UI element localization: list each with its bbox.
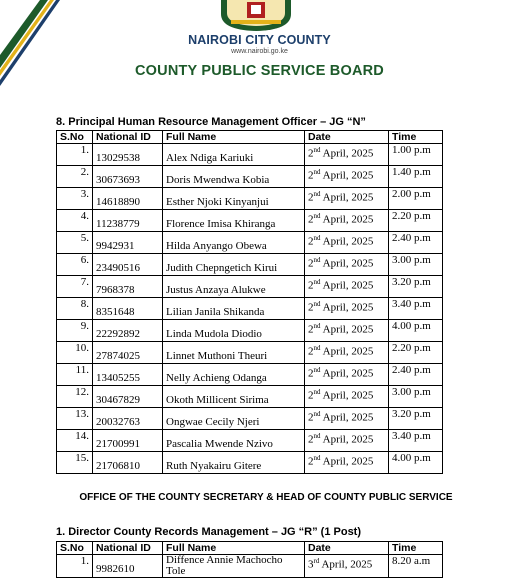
website-link[interactable]: www.nairobi.go.ke	[231, 48, 288, 55]
cell-date	[305, 298, 389, 320]
date-suffix: nd	[313, 168, 321, 176]
section-title-director-records: 1. Director County Records Management – JG “R” (1 Post)	[56, 526, 362, 538]
cell-full-name: Judith Chepngetich Kirui	[163, 254, 305, 276]
table-row	[57, 452, 443, 474]
table-row	[57, 430, 443, 452]
office-heading: OFFICE OF THE COUNTY SECRETARY & HEAD OF COUNTY PUBLIC SERVICE	[79, 492, 453, 503]
col-header-date: Date	[305, 131, 389, 144]
table-row	[57, 342, 443, 364]
cell-full-name: Lilian Janila Shikanda	[163, 298, 305, 320]
cell-national-id: 11238779	[93, 210, 163, 232]
date-rest: April, 2025	[320, 235, 374, 248]
table-row	[57, 166, 443, 188]
date-rest: April, 2025	[320, 411, 374, 424]
cell-date	[305, 342, 389, 364]
cell-time: 3.20 p.m	[389, 408, 443, 430]
date-day: 2	[308, 389, 314, 402]
date-rest: April, 2025	[320, 213, 374, 226]
cell-date	[305, 254, 389, 276]
date-suffix: nd	[313, 388, 321, 396]
date-rest: April, 2025	[320, 345, 374, 358]
cell-date	[305, 452, 389, 474]
date-rest: April, 2025	[320, 279, 374, 292]
date-day: 2	[308, 279, 314, 292]
cell-national-id: 21700991	[93, 430, 163, 452]
cell-date	[305, 276, 389, 298]
cell-sno: 15.	[57, 452, 93, 474]
cell-national-id: 22292892	[93, 320, 163, 342]
cell-national-id: 30467829	[93, 386, 163, 408]
col-header-full-name: Full Name	[163, 131, 305, 144]
cell-time: 4.00 p.m	[389, 320, 443, 342]
table-row	[57, 232, 443, 254]
date-suffix: nd	[313, 366, 321, 374]
board-name: COUNTY PUBLIC SERVICE BOARD	[135, 63, 384, 79]
cell-national-id: 13405255	[93, 364, 163, 386]
cell-time: 8.20 a.m	[389, 555, 443, 578]
cell-date	[305, 210, 389, 232]
cell-full-name: Hilda Anyango Obewa	[163, 232, 305, 254]
table-row	[57, 408, 443, 430]
cell-time: 4.00 p.m	[389, 452, 443, 474]
date-day: 2	[308, 345, 314, 358]
cell-sno: 2.	[57, 166, 93, 188]
table-row	[57, 276, 443, 298]
cell-time: 3.00 p.m	[389, 386, 443, 408]
candidates-table-principal-hr	[56, 130, 443, 474]
cell-full-name: Nelly Achieng Odanga	[163, 364, 305, 386]
table-row	[57, 254, 443, 276]
date-suffix: nd	[313, 212, 321, 220]
date-rest: April, 2025	[320, 367, 374, 380]
cell-national-id: 8351648	[93, 298, 163, 320]
table-row	[57, 210, 443, 232]
cell-sno: 5.	[57, 232, 93, 254]
table-row	[57, 188, 443, 210]
cell-time: 2.00 p.m	[389, 188, 443, 210]
cell-sno: 1.	[57, 555, 93, 578]
date-suffix: rd	[313, 557, 320, 565]
cell-full-name: Alex Ndiga Kariuki	[163, 144, 305, 166]
date-suffix: nd	[313, 300, 321, 308]
table-row	[57, 298, 443, 320]
cell-time: 2.40 p.m	[389, 364, 443, 386]
table-row	[57, 364, 443, 386]
cell-date	[305, 364, 389, 386]
col-header-national-id: National ID	[93, 542, 163, 555]
date-suffix: nd	[313, 146, 321, 154]
cell-full-name: Okoth Millicent Sirima	[163, 386, 305, 408]
cell-time: 1.00 p.m	[389, 144, 443, 166]
date-day: 2	[308, 213, 314, 226]
cell-national-id: 13029538	[93, 144, 163, 166]
cell-time: 3.40 p.m	[389, 430, 443, 452]
date-day: 3	[308, 558, 314, 571]
date-day: 2	[308, 191, 314, 204]
date-day: 2	[308, 433, 314, 446]
table-row	[57, 386, 443, 408]
date-rest: April, 2025	[320, 147, 374, 160]
table-row	[57, 320, 443, 342]
date-rest: April, 2025	[320, 169, 374, 182]
cell-sno: 6.	[57, 254, 93, 276]
date-day: 2	[308, 235, 314, 248]
cell-national-id: 14618890	[93, 188, 163, 210]
table-row	[57, 555, 443, 578]
date-rest: April, 2025	[320, 257, 374, 270]
date-suffix: nd	[313, 432, 321, 440]
date-rest: April, 2025	[320, 191, 374, 204]
cell-full-name: Florence Imisa Khiranga	[163, 210, 305, 232]
cell-date	[305, 232, 389, 254]
cell-national-id: 20032763	[93, 408, 163, 430]
cell-full-name: Linda Mudola Diodio	[163, 320, 305, 342]
cell-date	[305, 408, 389, 430]
date-rest: April, 2025	[320, 433, 374, 446]
col-header-full-name: Full Name	[163, 542, 305, 555]
col-header-sno: S.No	[57, 542, 93, 555]
cell-full-name: Diffence Annie Machocho Tole	[163, 555, 305, 578]
date-day: 2	[308, 301, 314, 314]
candidates-table-director-records	[56, 541, 443, 578]
cell-date	[305, 430, 389, 452]
date-rest: April, 2025	[320, 301, 374, 314]
cell-time: 2.40 p.m	[389, 232, 443, 254]
cell-date	[305, 166, 389, 188]
cell-national-id: 27874025	[93, 342, 163, 364]
cell-date	[305, 188, 389, 210]
table-header-row	[57, 542, 443, 555]
cell-date	[305, 555, 389, 578]
cell-full-name: Doris Mwendwa Kobia	[163, 166, 305, 188]
date-suffix: nd	[313, 190, 321, 198]
col-header-national-id: National ID	[93, 131, 163, 144]
date-suffix: nd	[313, 410, 321, 418]
cell-time: 2.20 p.m	[389, 342, 443, 364]
cell-national-id: 9942931	[93, 232, 163, 254]
cell-national-id: 21706810	[93, 452, 163, 474]
cell-full-name: Linnet Muthoni Theuri	[163, 342, 305, 364]
date-suffix: nd	[313, 256, 321, 264]
date-rest: April, 2025	[319, 558, 373, 571]
cell-sno: 12.	[57, 386, 93, 408]
cell-national-id: 23490516	[93, 254, 163, 276]
cell-time: 3.40 p.m	[389, 298, 443, 320]
cell-time: 2.20 p.m	[389, 210, 443, 232]
col-header-sno: S.No	[57, 131, 93, 144]
date-rest: April, 2025	[320, 323, 374, 336]
cell-sno: 3.	[57, 188, 93, 210]
cell-sno: 9.	[57, 320, 93, 342]
table-body	[57, 555, 443, 578]
col-header-time: Time	[389, 131, 443, 144]
date-day: 2	[308, 323, 314, 336]
cell-sno: 14.	[57, 430, 93, 452]
cell-time: 3.00 p.m	[389, 254, 443, 276]
date-day: 2	[308, 411, 314, 424]
table-header-row	[57, 131, 443, 144]
cell-time: 3.20 p.m	[389, 276, 443, 298]
date-suffix: nd	[313, 278, 321, 286]
date-day: 2	[308, 257, 314, 270]
cell-national-id: 9982610	[93, 555, 163, 578]
cell-sno: 13.	[57, 408, 93, 430]
date-suffix: nd	[313, 234, 321, 242]
cell-full-name: Esther Njoki Kinyanjui	[163, 188, 305, 210]
cell-date	[305, 386, 389, 408]
date-suffix: nd	[313, 344, 321, 352]
date-rest: April, 2025	[320, 389, 374, 402]
date-day: 2	[308, 169, 314, 182]
table-body	[57, 144, 443, 474]
org-name: NAIROBI CITY COUNTY	[188, 33, 331, 47]
section-title-principal-hr: 8. Principal Human Resource Management Officer – JG “N”	[56, 116, 366, 128]
cell-sno: 11.	[57, 364, 93, 386]
cell-full-name: Pascalia Mwende Nzivo	[163, 430, 305, 452]
cell-date	[305, 320, 389, 342]
date-suffix: nd	[313, 322, 321, 330]
date-suffix: nd	[313, 454, 321, 462]
table-row	[57, 144, 443, 166]
cell-sno: 1.	[57, 144, 93, 166]
cell-full-name: Ruth Nyakairu Gitere	[163, 452, 305, 474]
cell-full-name: Justus Anzaya Alukwe	[163, 276, 305, 298]
col-header-date: Date	[305, 542, 389, 555]
date-day: 2	[308, 367, 314, 380]
cell-sno: 8.	[57, 298, 93, 320]
cell-sno: 7.	[57, 276, 93, 298]
cell-sno: 4.	[57, 210, 93, 232]
county-seal-logo	[217, 0, 295, 32]
cell-date	[305, 144, 389, 166]
date-rest: April, 2025	[320, 455, 374, 468]
date-day: 2	[308, 455, 314, 468]
cell-national-id: 7968378	[93, 276, 163, 298]
cell-full-name: Ongwae Cecily Njeri	[163, 408, 305, 430]
date-day: 2	[308, 147, 314, 160]
cell-time: 1.40 p.m	[389, 166, 443, 188]
col-header-time: Time	[389, 542, 443, 555]
cell-sno: 10.	[57, 342, 93, 364]
cell-national-id: 30673693	[93, 166, 163, 188]
